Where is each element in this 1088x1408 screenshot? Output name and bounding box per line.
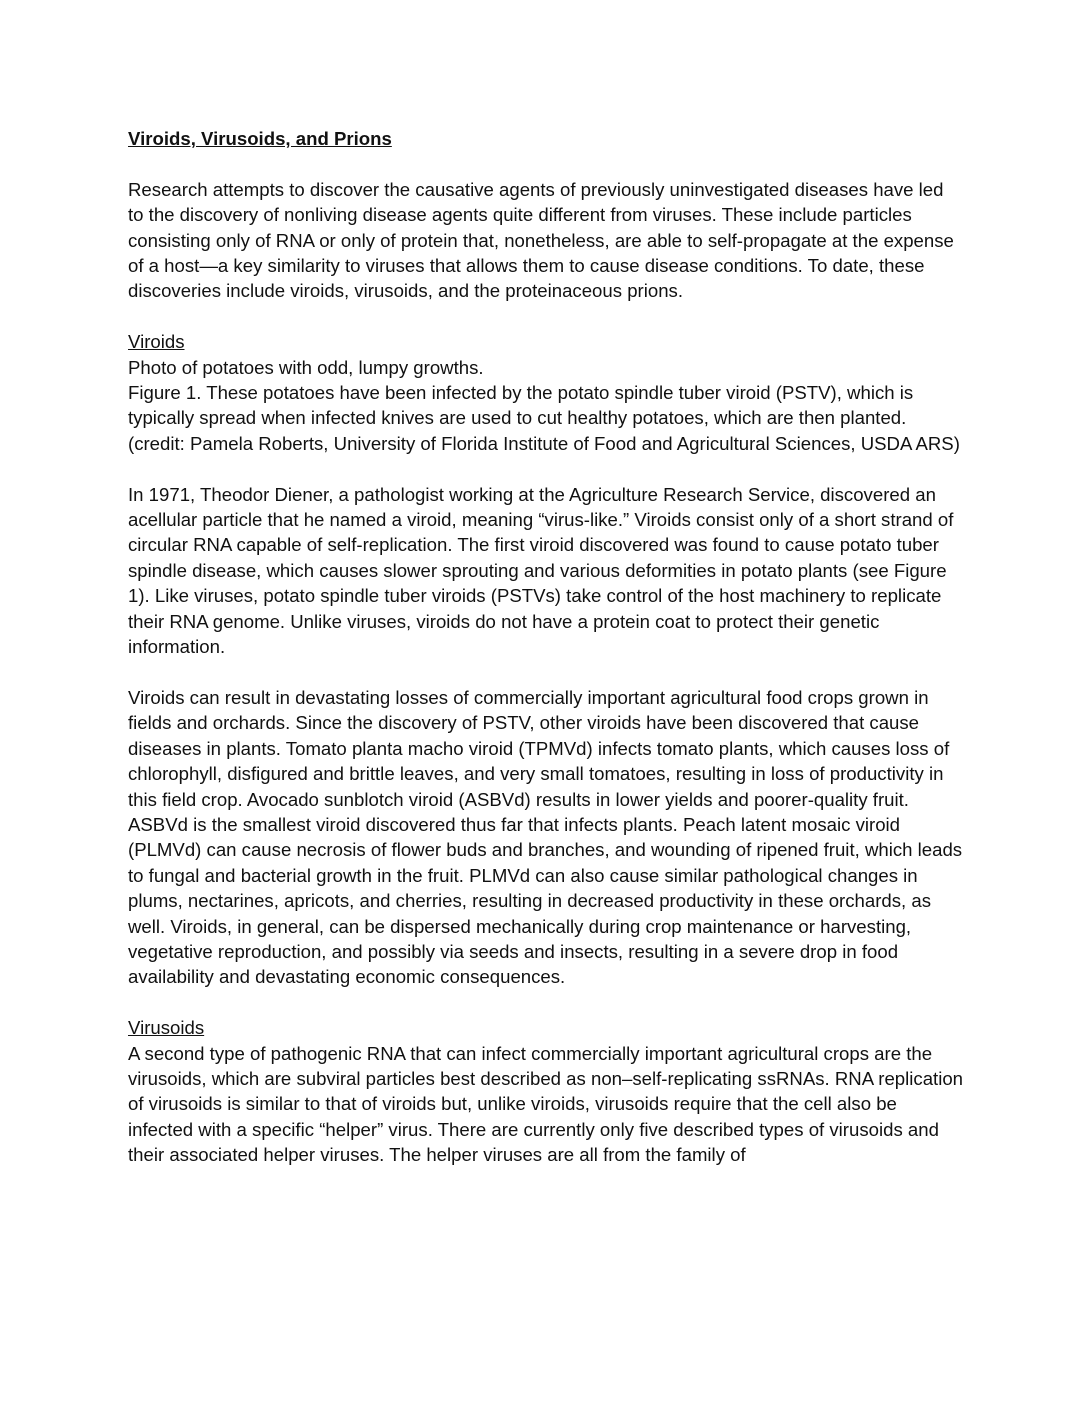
intro-paragraph: Research attempts to discover the causative agents of previously uninvestigated diseases have led to the discovery of nonliving disease agents quite different from viruses. These include particles consisting only of RNA or only of protein that, nonetheless, are able to self-propagate at the expense of a host—a key similarity to viruses that allows them to cause disease conditions. To date, these discoveries include viroids, virusoids, and the proteinaceous prions. xyxy=(128,178,954,302)
document-page xyxy=(128,126,964,1168)
section-heading-viroids: Viroids xyxy=(128,331,185,353)
document-title: Viroids, Virusoids, and Prions xyxy=(128,128,392,149)
viroids-paragraph-1: In 1971, Theodor Diener, a pathologist working at the Agriculture Research Service, discovered an acellular particle that he named a viroid, meaning “virus-like.” Viroids consist only of a short strand of circular RNA capable of self-replication. The first viroid discovered was found to cause potato tuber spindle disease, which causes slower sprouting and various deformities in potato plants (see Figure 1). Like viruses, potato spindle tuber viroids (PSTVs) take control of the host machinery to replicate their RNA genome. Unlike viruses, viroids do not have a protein coat to protect their genetic information. xyxy=(128,483,954,658)
spacer xyxy=(128,151,964,176)
image-alt-text: Photo of potatoes with odd, lumpy growths. xyxy=(128,356,484,378)
viroids-paragraph-2: Viroids can result in devastating losses of commercially important agricultural food crops grown in fields and orchards. Since the discovery of PSTV, other viroids have been discovered that cause diseases in plants. Tomato planta macho viroid (TPMVd) infects tomato plants, which causes loss of chlorophyll, disfigured and brittle leaves, and very small tomatoes, resulting in loss of productivity in this field crop. Avocado sunblotch viroid (ASBVd) results in lower yields and poorer-quality fruit. ASBVd is the smallest viroid discovered thus far that infects plants. Peach latent mosaic viroid (PLMVd) can cause necrosis of flower buds and branches, and wounding of ripened fruit, which leads to fungal and bacterial growth in the fruit. PLMVd can also cause similar pathological changes in plums, nectarines, apricots, and cherries, resulting in decreased productivity in these orchards, as well. Viroids, in general, can be dispersed mechanically during crop maintenance or harvesting, vegetative reproduction, and possibly via seeds and insects, resulting in a severe drop in food availability and devastating economic consequences. xyxy=(128,686,963,988)
spacer xyxy=(128,990,964,1015)
section-heading-virusoids: Virusoids xyxy=(128,1017,205,1039)
virusoids-paragraph-1: A second type of pathogenic RNA that can infect commercially important agricultural crops are the virusoids, which are subviral particles best described as non–self-replicating ssRNAs. RNA replication of virusoids is similar to that of viroids but, unlike viroids, virusoids require that the cell also be infected with a specific “helper” virus. There are currently only five described types of virusoids and their associated helper viruses. The helper viruses are all from the family of xyxy=(128,1042,964,1166)
spacer xyxy=(128,304,964,329)
figure-caption: Figure 1. These potatoes have been infected by the potato spindle tuber viroid (PSTV), which is typically spread when infected knives are used to cut healthy potatoes, which are then planted. (credit: Pamela Roberts, University of Florida Institute of Food and Agricultural Sciences, USDA ARS) xyxy=(128,382,960,454)
spacer xyxy=(128,456,964,481)
spacer xyxy=(128,659,964,684)
